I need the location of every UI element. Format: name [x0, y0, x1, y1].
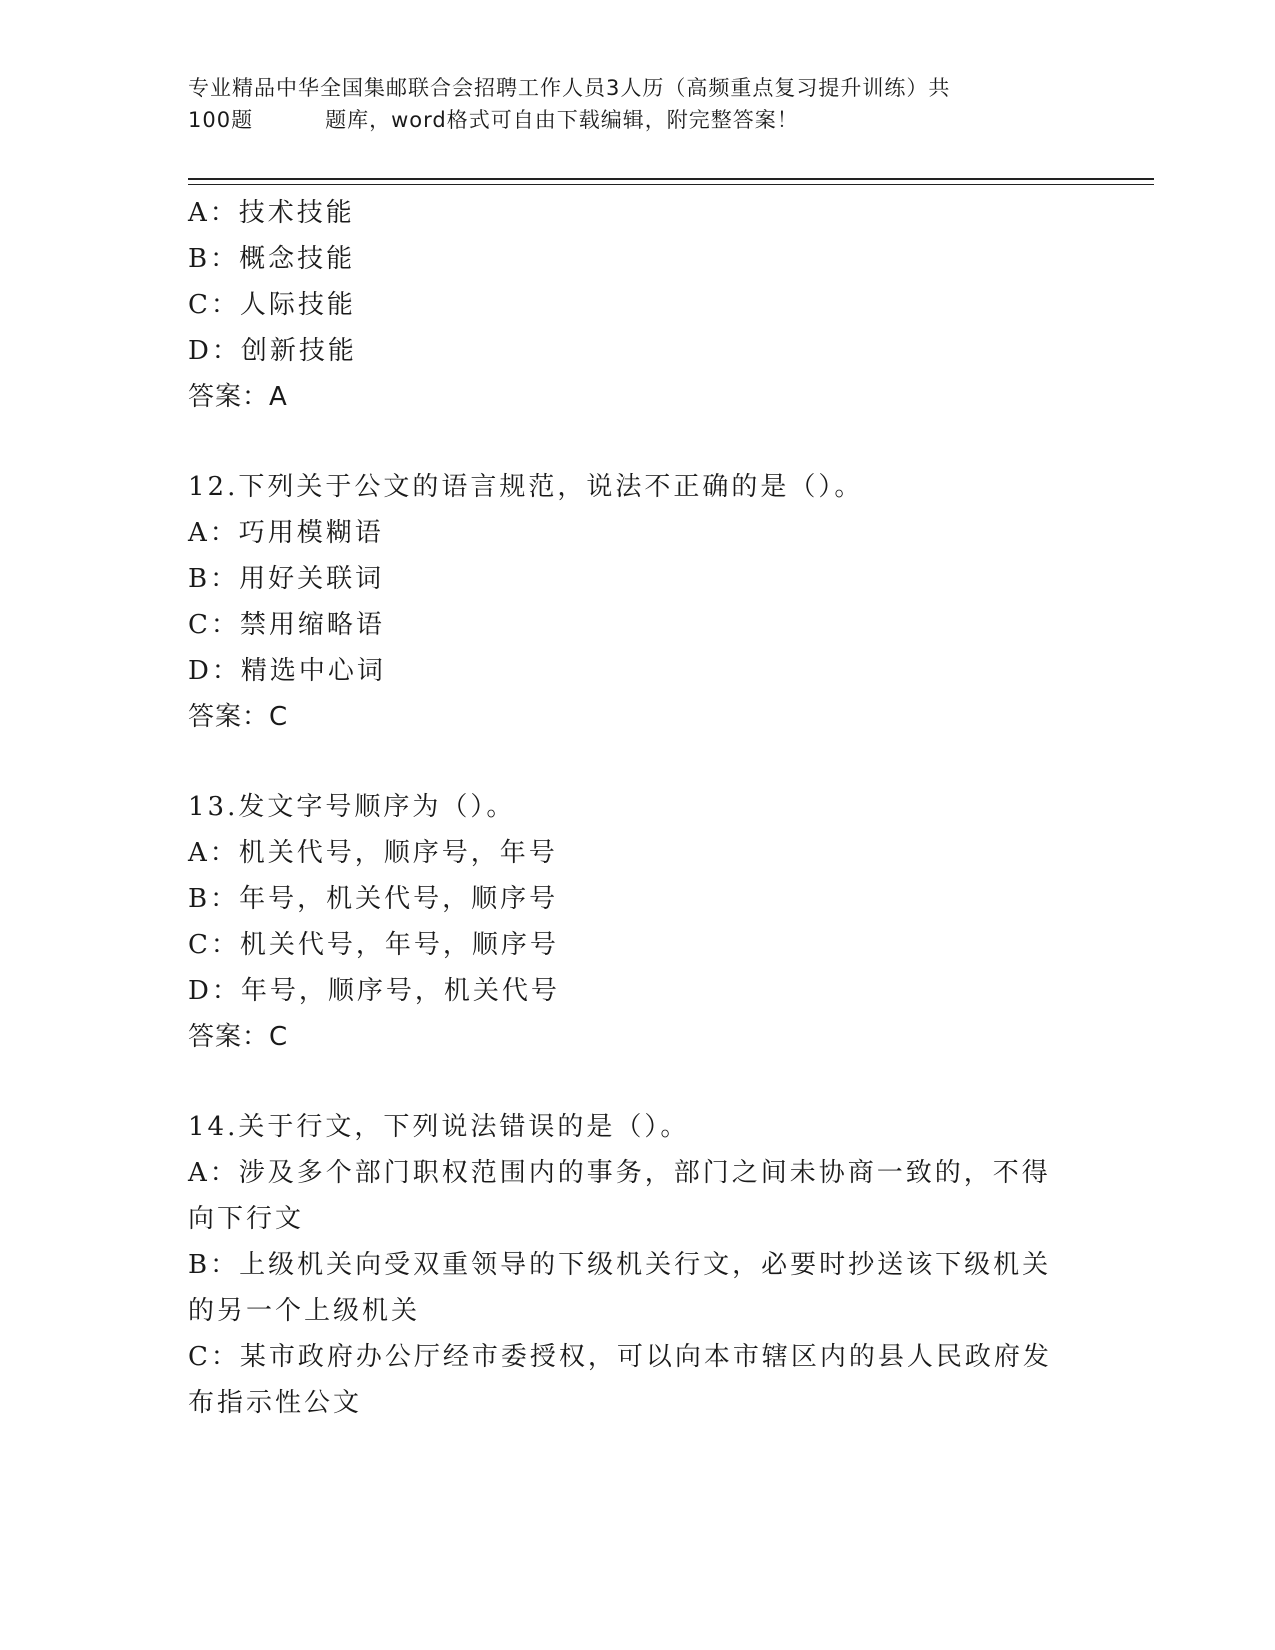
question-14-block [188, 1104, 1088, 1426]
header-title-line1: 专业精品中华全国集邮联合会招聘工作人员3人历（高频重点复习提升训练）共 [188, 76, 951, 100]
q12-option-c: C：禁用缩略语 [188, 610, 385, 640]
header-divider-thick [188, 178, 1154, 180]
header-description: 题库，word格式可自由下载编辑，附完整答案！ [325, 108, 799, 132]
q11-option-d: D：创新技能 [188, 336, 357, 366]
header-title-line2 [188, 104, 1068, 136]
q12-title: 12.下列关于公文的语言规范，说法不正确的是（）。 [188, 472, 864, 502]
q13-option-b: B：年号，机关代号，顺序号 [188, 884, 559, 914]
question-content [188, 190, 1088, 1426]
question-11-block [188, 190, 1088, 420]
q13-option-a: A：机关代号，顺序号，年号 [188, 838, 558, 868]
q11-answer: 答案：A [188, 382, 288, 412]
q11-option-c: C：人际技能 [188, 290, 356, 320]
question-12-block [188, 464, 1088, 740]
header-divider-thin [188, 184, 1154, 185]
q14-option-b: B：上级机关向受双重领导的下级机关行文，必要时抄送该下级机关的另一个上级机关 [188, 1250, 1052, 1326]
q13-answer: 答案：C [188, 1022, 289, 1052]
q11-option-b: B：概念技能 [188, 244, 356, 274]
question-13-block [188, 784, 1088, 1060]
q12-option-d: D：精选中心词 [188, 656, 386, 686]
q14-option-a: A：涉及多个部门职权范围内的事务，部门之间未协商一致的，不得向下行文 [188, 1158, 1051, 1234]
q13-option-d: D：年号，顺序号，机关代号 [188, 976, 560, 1006]
q13-title: 13.发文字号顺序为（）。 [188, 792, 516, 822]
q14-title: 14.关于行文，下列说法错误的是（）。 [188, 1112, 690, 1142]
q13-option-c: C：机关代号，年号，顺序号 [188, 930, 559, 960]
document-header [188, 72, 1068, 136]
q12-option-a: A：巧用模糊语 [188, 518, 384, 548]
q11-option-a: A：技术技能 [188, 198, 355, 228]
header-question-count: 100题 [188, 108, 254, 132]
q12-answer: 答案：C [188, 702, 289, 732]
q12-option-b: B：用好关联词 [188, 564, 385, 594]
q14-option-c: C：某市政府办公厅经市委授权，可以向本市辖区内的县人民政府发布指示性公文 [188, 1342, 1052, 1418]
